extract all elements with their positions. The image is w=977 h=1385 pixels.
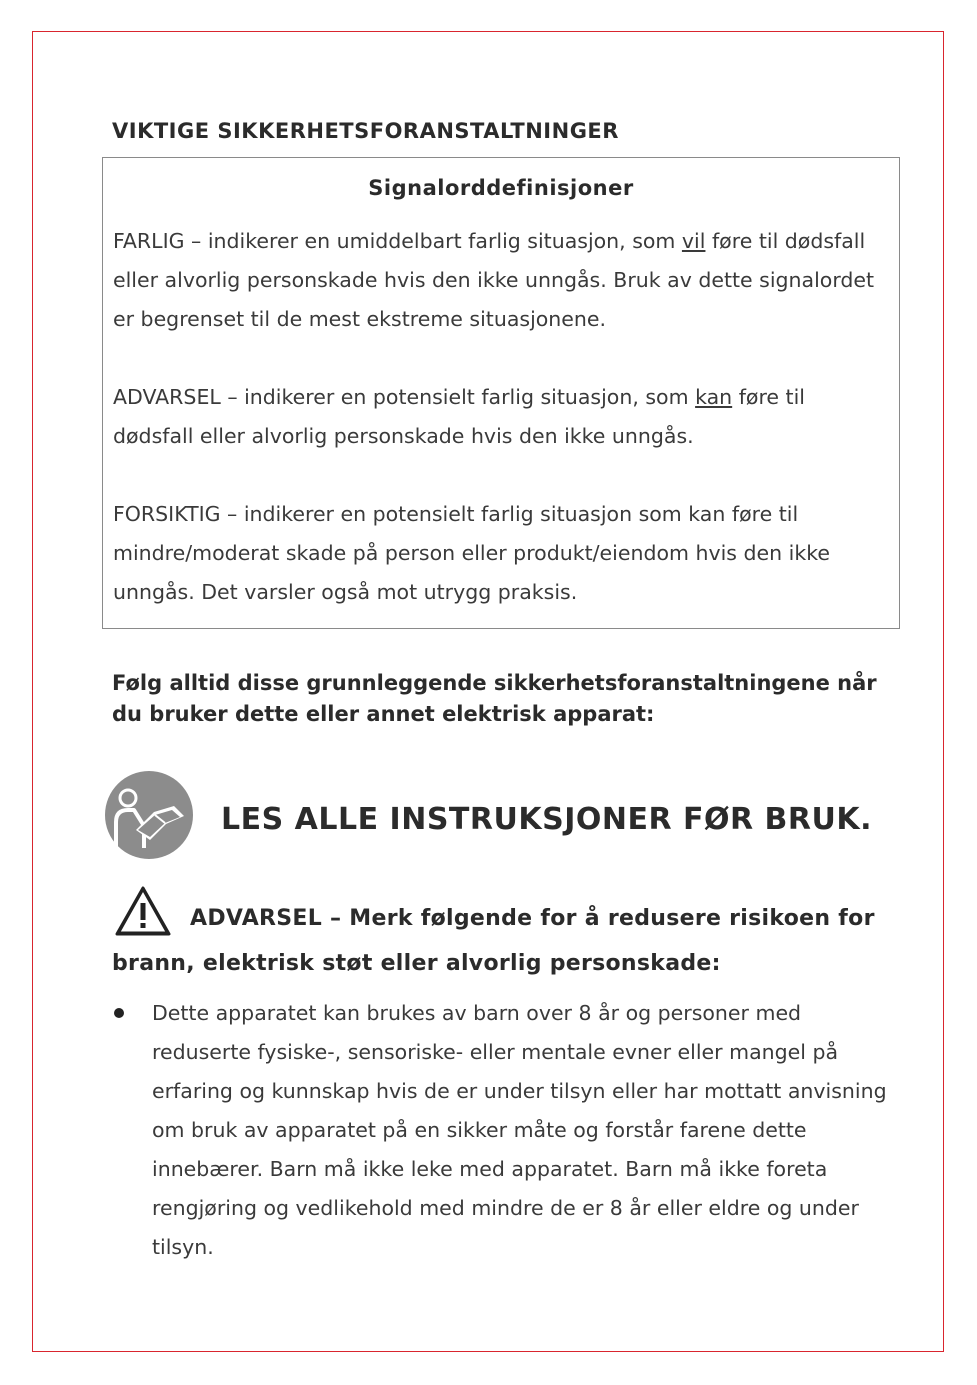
list-item: Dette apparatet kan brukes av barn over 8 år og personer med reduserte fysiske-, sensoriske- eller mentale evner eller mangel på erfaring og kunnskap hvis de er under tilsyn eller har mottatt anvisning om bruk av apparatet på en sikker måte og forstår farene dette innebærer. Barn må ikke leke med apparatet. Barn må ikke foreta rengjøring og vedlikehold med mindre de er 8 år eller eldre og under tilsyn. <box>152 1001 887 1259</box>
page-title: VIKTIGE SIKKERHETSFORANSTALTNINGER <box>112 119 619 143</box>
signal-word-definitions-box <box>102 157 900 629</box>
warning-triangle-icon <box>114 885 172 937</box>
always-follow-text: Følg alltid disse grunnleggende sikkerhetsforanstaltningene når du bruker dette eller annet elektrisk apparat: <box>112 671 877 726</box>
definition-farlig: FARLIG – indikerer en umiddelbart farlig situasjon, som vil føre til dødsfall eller alvorlig personskade hvis den ikke unngås. Bruk av dette signalordet er begrenset til de mest ekstreme situasjonene. <box>113 229 875 331</box>
warning-heading-line1: ADVARSEL – Merk følgende for å redusere risikoen for <box>190 906 875 931</box>
definitions-heading: Signalorddefinisjoner <box>368 176 634 200</box>
definition-advarsel: ADVARSEL – indikerer en potensielt farlig situasjon, som kan føre til dødsfall eller alvorlig personskade hvis den ikke unngås. <box>113 385 805 448</box>
read-instructions-heading: LES ALLE INSTRUKSJONER FØR BRUK. <box>221 802 873 837</box>
warning-heading-line2: brann, elektrisk støt eller alvorlig personskade: <box>112 951 721 976</box>
bullet-point <box>114 1008 124 1018</box>
definition-forsiktig: FORSIKTIG – indikerer en potensielt farlig situasjon som kan føre til mindre/moderat skade på person eller produkt/eiendom hvis den ikke unngås. Det varsler også mot utrygg praksis. <box>113 502 830 604</box>
read-manual-icon <box>104 770 194 860</box>
